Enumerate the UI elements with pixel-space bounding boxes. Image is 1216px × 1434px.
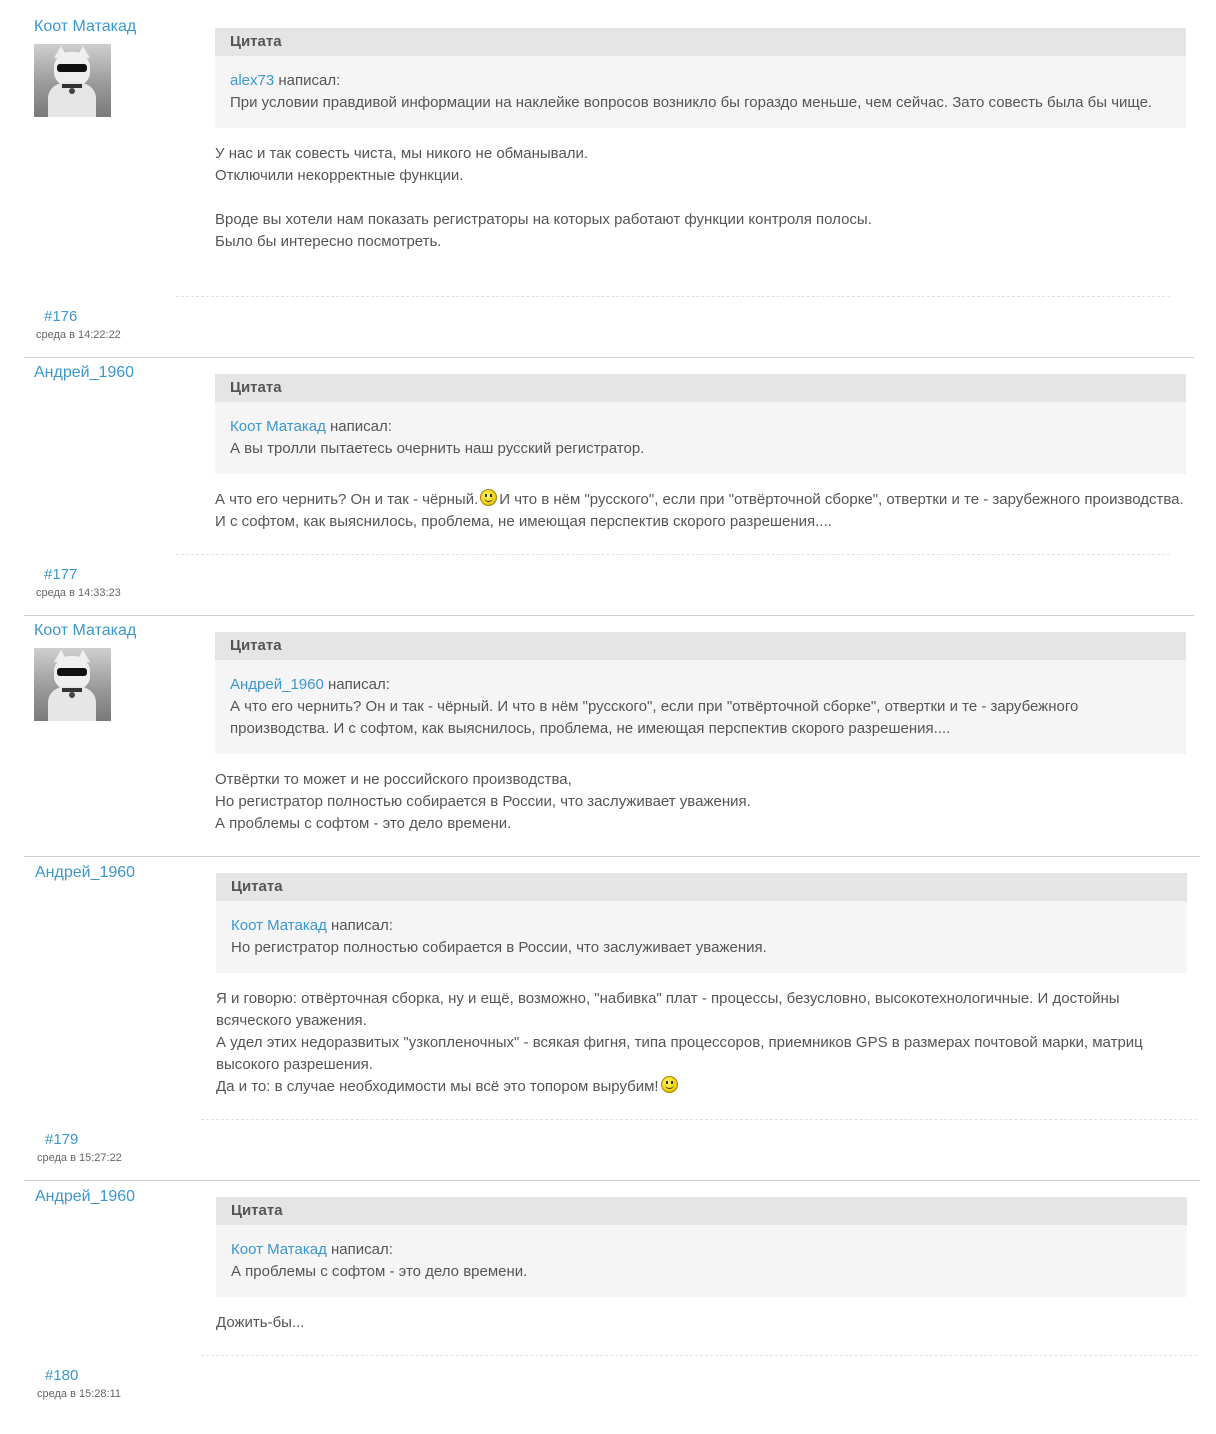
message-text: И что в нём "русского", если при "отвёрточной сборке", отвертки и те - зарубежного производства. И с софтом, как выяснилось, проблема, не имеющая перспектив скорого разрешения....	[215, 491, 1184, 530]
message-text: Да и то: в случае необходимости мы всё это топором вырубим!	[216, 1078, 659, 1095]
quote-wrote: написал:	[331, 917, 393, 934]
post-divider	[201, 1119, 1197, 1120]
post-separator	[24, 1180, 1200, 1181]
post-time: среда в 14:22:22	[36, 329, 121, 341]
message-body	[215, 143, 1186, 253]
post-divider	[201, 1355, 1197, 1356]
post-separator	[24, 856, 1200, 857]
message-line	[215, 187, 1186, 209]
quote-title: Цитата	[216, 873, 1187, 901]
quote-wrote: написал:	[331, 1241, 393, 1258]
quote-title: Цитата	[215, 28, 1186, 56]
post-meta	[36, 566, 121, 599]
message-line: Было бы интересно посмотреть.	[215, 233, 442, 250]
message-body	[216, 988, 1187, 1098]
message-body	[216, 1312, 1187, 1334]
quote-body	[216, 1225, 1187, 1297]
message-line: Я и говорю: отвёрточная сборка, ну и ещё, возможно, "набивка" плат - процессы, безусловно, высокотехнологичные. И достойны всяческого уважения.	[216, 990, 1120, 1029]
post-separator	[24, 357, 1194, 358]
quote-block	[215, 632, 1186, 754]
quote-block	[215, 374, 1186, 474]
post-time: среда в 14:33:23	[36, 587, 121, 599]
post-number-link[interactable]: #180	[45, 1367, 79, 1384]
author-link[interactable]: Андрей_1960	[34, 364, 135, 381]
message-line	[216, 1076, 1187, 1098]
quote-body	[215, 402, 1186, 474]
message-line: А удел этих недоразвитых "узкопленочных" - всякая фигня, типа процессоров, приемников GPS в размерах почтовой марки, матриц высокого разрешения.	[216, 1034, 1143, 1073]
post-content	[215, 632, 1186, 835]
quote-body	[215, 660, 1186, 754]
author-link[interactable]: Андрей_1960	[35, 1188, 136, 1205]
message-line	[215, 489, 1186, 533]
quote-wrote: написал:	[330, 418, 392, 435]
author-link[interactable]: Коот Матакад	[34, 18, 137, 35]
quote-block	[216, 1197, 1187, 1297]
message-line: У нас и так совесть чиста, мы никого не обманывали.	[215, 145, 589, 162]
post-content	[216, 873, 1187, 1098]
message-body	[215, 489, 1186, 533]
quote-text: При условии правдивой информации на наклейке вопросов возникло бы гораздо меньше, чем сейчас. Зато совесть была бы чище.	[230, 94, 1153, 111]
message-line: Отключили некорректные функции.	[215, 167, 464, 184]
smile-icon	[480, 489, 497, 506]
post-time: среда в 15:28:11	[37, 1388, 121, 1400]
post-content	[215, 28, 1186, 253]
quote-block	[216, 873, 1187, 973]
post-meta	[37, 1131, 122, 1164]
post-number-link[interactable]: #176	[44, 308, 78, 325]
quote-body	[215, 56, 1186, 128]
quote-title: Цитата	[216, 1197, 1187, 1225]
post-meta	[36, 308, 121, 341]
quote-text: А что его чернить? Он и так - чёрный. И что в нём "русского", если при "отвёрточной сборке", отвертки и те - зарубежного производства. И с софтом, как выяснилось, проблема, не имеющая перспектив скорого разрешения....	[230, 698, 1079, 737]
post-number-link[interactable]: #179	[45, 1131, 79, 1148]
post-time: среда в 15:27:22	[37, 1152, 122, 1164]
message-line: Но регистратор полностью собирается в России, что заслуживает уважения.	[215, 793, 751, 810]
message-line: Дожить-бы...	[216, 1314, 305, 1331]
message-line: Отвёртки то может и не российского производства,	[215, 771, 572, 788]
quote-author-link[interactable]: Коот Матакад	[231, 1241, 327, 1258]
message-text: А что его чернить? Он и так - чёрный.	[215, 491, 479, 508]
post-number-link[interactable]: #177	[44, 566, 78, 583]
quote-author-link[interactable]: Коот Матакад	[230, 418, 326, 435]
author-link[interactable]: Андрей_1960	[35, 864, 136, 881]
quote-wrote: написал:	[328, 676, 390, 693]
message-line: Вроде вы хотели нам показать регистраторы на которых работают функции контроля полосы.	[215, 211, 872, 228]
author-link[interactable]: Коот Матакад	[34, 622, 137, 639]
quote-title: Цитата	[215, 374, 1186, 402]
quote-author-link[interactable]: Андрей_1960	[230, 676, 324, 693]
quote-author-link[interactable]: Коот Матакад	[231, 917, 327, 934]
quote-author-link[interactable]: alex73	[230, 72, 275, 89]
quote-block	[215, 28, 1186, 128]
quote-text: Но регистратор полностью собирается в России, что заслуживает уважения.	[231, 939, 767, 956]
post-content	[216, 1197, 1187, 1334]
quote-text: А вы тролли пытаетесь очернить наш русский регистратор.	[230, 440, 645, 457]
quote-wrote: написал:	[278, 72, 341, 89]
quote-body	[216, 901, 1187, 973]
message-line: А проблемы с софтом - это дело времени.	[215, 815, 512, 832]
post-meta	[37, 1367, 121, 1400]
quote-text: А проблемы с софтом - это дело времени.	[231, 1263, 528, 1280]
post-divider	[176, 296, 1170, 297]
message-body	[215, 769, 1186, 835]
post-divider	[176, 554, 1170, 555]
avatar[interactable]	[34, 648, 111, 721]
smile-icon	[661, 1076, 678, 1093]
avatar[interactable]	[34, 44, 111, 117]
quote-title: Цитата	[215, 632, 1186, 660]
post-separator	[24, 615, 1194, 616]
post-content	[215, 374, 1186, 533]
